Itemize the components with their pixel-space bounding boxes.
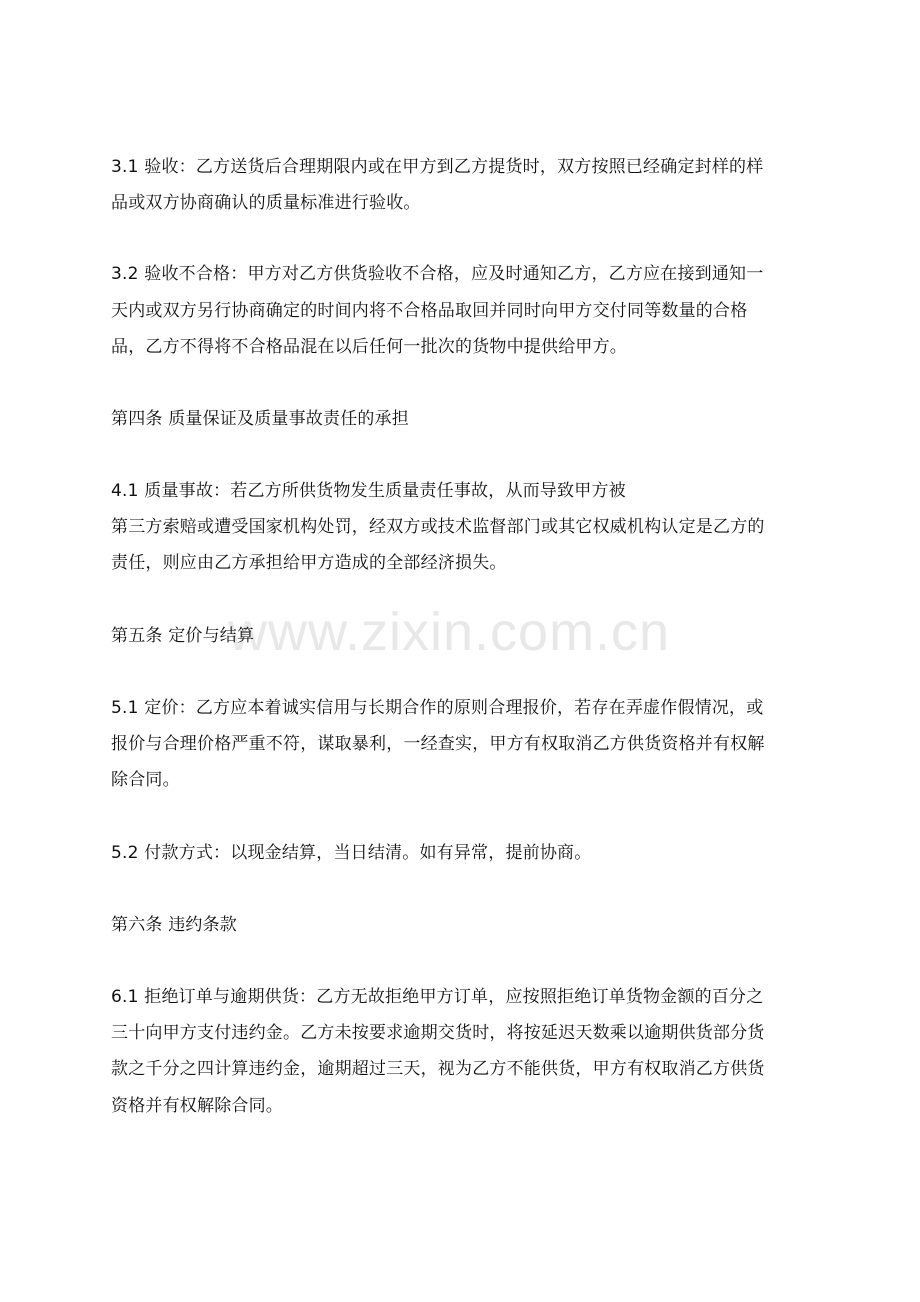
clause-5-1-line-1: 5.1 定价：乙方应本着诚实信用与长期合作的原则合理报价，若存在弄虚作假情况，或 xyxy=(111,698,764,718)
clause-6-1-line-3: 款之千分之四计算违约金，逾期超过三天，视为乙方不能供货，甲方有权取消乙方供货 xyxy=(111,1059,765,1079)
clause-6-1-line-2: 三十向甲方支付违约金。乙方未按要求逾期交货时，将按延迟天数乘以逾期供货部分货 xyxy=(111,1023,765,1043)
article-5-heading: 第五条 定价与结算 xyxy=(111,626,255,646)
clause-6-1-line-4: 资格并有权解除合同。 xyxy=(111,1096,283,1116)
clause-4-1-line-1: 4.1 质量事故：若乙方所供货物发生质量责任事故，从而导致甲方被 xyxy=(111,481,626,501)
clause-3-2-line-3: 品，乙方不得将不合格品混在以后任何一批次的货物中提供给甲方。 xyxy=(111,337,627,357)
article-6-heading: 第六条 违约条款 xyxy=(111,915,238,935)
clause-5-1-line-2: 报价与合理价格严重不符，谋取暴利，一经查实，甲方有权取消乙方供货资格并有权解 xyxy=(111,734,765,754)
article-4-heading: 第四条 质量保证及质量事故责任的承担 xyxy=(111,409,410,429)
clause-3-1-line-1: 3.1 验收：乙方送货后合理期限内或在甲方到乙方提货时，双方按照已经确定封样的样 xyxy=(111,157,764,177)
clause-3-2-line-2: 天内或双方另行协商确定的时间内将不合格品取回并同时向甲方交付同等数量的合格 xyxy=(111,301,748,321)
watermark: www.zixin.com.cn xyxy=(228,602,671,662)
clause-3-1-line-2: 品或双方协商确认的质量标准进行验收。 xyxy=(111,193,421,213)
clause-4-1-line-2: 第三方索赔或遭受国家机构处罚，经双方或技术监督部门或其它权威机构认定是乙方的 xyxy=(111,517,765,537)
clause-5-1-line-3: 除合同。 xyxy=(111,770,180,790)
clause-5-2-line-1: 5.2 付款方式：以现金结算，当日结清。如有异常，提前协商。 xyxy=(111,843,592,863)
clause-3-2-line-1: 3.2 验收不合格：甲方对乙方供货验收不合格，应及时通知乙方，乙方应在接到通知一 xyxy=(111,264,764,284)
clause-6-1-line-1: 6.1 拒绝订单与逾期供货：乙方无故拒绝甲方订单，应按照拒绝订单货物金额的百分之 xyxy=(111,987,764,1007)
clause-4-1-line-3: 责任，则应由乙方承担给甲方造成的全部经济损失。 xyxy=(111,553,507,573)
